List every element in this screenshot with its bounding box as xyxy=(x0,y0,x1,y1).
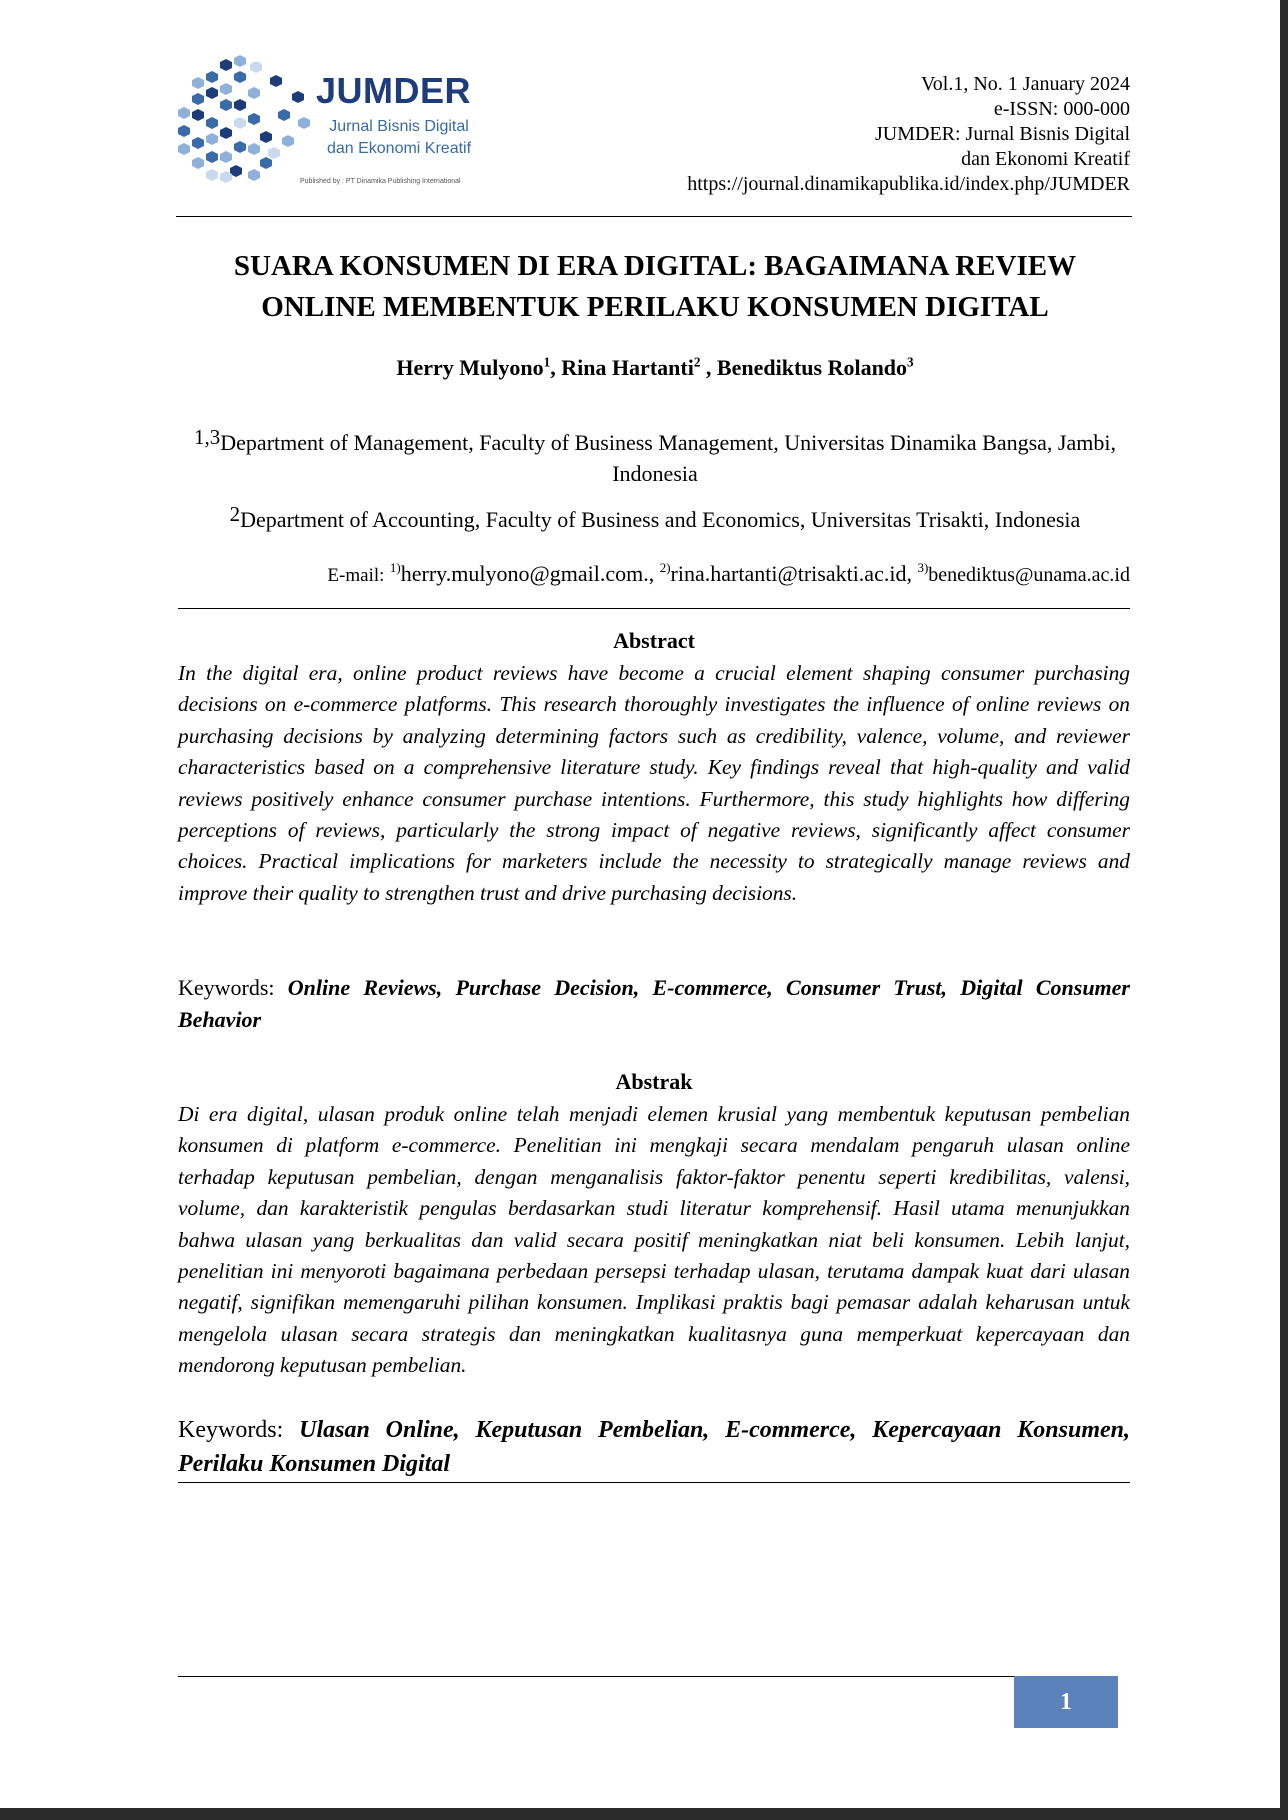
header-divider xyxy=(176,216,1132,217)
publisher-label: Published by : PT Dinamika Publishing International xyxy=(300,178,461,185)
author-separator: , xyxy=(550,355,562,380)
hexagon-globe-icon xyxy=(170,50,310,200)
keywords-list: Ulasan Online, Keputusan Pembelian, E-commerce, Kepercayaan Konsumen, Perilaku Konsumen Digital xyxy=(178,1417,1131,1477)
affiliation-text: Department of Accounting, Faculty of Business and Economics, Universitas Trisakti, Indonesia xyxy=(240,507,1081,532)
author-list xyxy=(170,355,1140,381)
keywords-id xyxy=(178,1413,1130,1481)
email-address[interactable]: benediktus@unama.ac.id xyxy=(928,564,1130,586)
volume-issue: Vol.1, No. 1 January 2024 xyxy=(920,73,1130,95)
author-sup: 1 xyxy=(543,354,551,370)
keywords-label: Keywords: xyxy=(178,1417,284,1443)
abstrak-text: Di era digital, ulasan produk online telah menjadi elemen krusial yang membentuk keputusan pembelian konsumen di platform e-commerce. Penelitian ini mengkaji secara mendalam pengaruh ulasan online terhadap keputusan pembelian, dengan menganalisis faktor-faktor penentu seperti kredibilitas, valensi, volume, dan karakteristik pengulas berdasarkan studi literatur komprehensif. Hasil utama menunjukkan bahwa ulasan yang berkualitas dan valid secara positif meningkatkan niat beli konsumen. Lebih lanjut, penelitian ini menyoroti bagaimana perbedaan persepsi terhadap ulasan, terutama dampak kuat dari ulasan negatif, signifikan memengaruhi pilihan konsumen. Implikasi praktis bagi pemasar adalah keharusan untuk mengelola ulasan secara strategis dan meningkatkan kualitasnya guna memperkuat kepercayaan dan mendorong keputusan pembelian. xyxy=(178,1102,1130,1378)
paper-title-line: SUARA KONSUMEN DI ERA DIGITAL: BAGAIMANA REVIEW xyxy=(233,250,1077,282)
keywords-list: Online Reviews, Purchase Decision, E-commerce, Consumer Trust, Digital Consumer Behavior xyxy=(178,975,1130,1032)
journal-name-line: dan Ekonomi Kreatif xyxy=(961,148,1130,170)
author-sup: 2 xyxy=(693,354,701,370)
affiliation-mark: 1,3 xyxy=(194,425,221,449)
journal-url[interactable]: https://journal.dinamikapublika.id/index.php/JUMDER xyxy=(687,173,1130,195)
email-label: E-mail: xyxy=(327,565,385,586)
issn: e-ISSN: 000-000 xyxy=(993,98,1130,120)
journal-meta xyxy=(687,72,1130,197)
journal-logo-subtitle xyxy=(314,116,484,160)
email-address[interactable]: rina.hartanti@trisakti.ac.id, xyxy=(670,561,912,586)
email-line xyxy=(170,560,1130,587)
email-mark: 3) xyxy=(917,560,929,575)
paper-title-line: ONLINE MEMBENTUK PERILAKU KONSUMEN DIGITAL xyxy=(261,291,1049,323)
abstract-heading: Abstract xyxy=(613,628,695,653)
abstract-text: In the digital era, online product reviews have become a crucial element shaping consumer purchasing decisions on e-commerce platforms. This research thoroughly investigates the influence of online reviews on purchasing decisions by analyzing determining factors such as credibility, valence, volume, and reviewer characteristics based on a comprehensive literature study. Key findings reveal that high-quality and valid reviews positively enhance consumer purchase intentions. Furthermore, this study highlights how differing perceptions of reviews, particularly the strong impact of negative reviews, significantly affect consumer choices. Practical implications for marketers include the necessity to strategically manage reviews and improve their quality to strengthen trust and drive purchasing decisions. xyxy=(178,661,1130,905)
author-separator: , xyxy=(700,355,717,380)
author-sup: 3 xyxy=(907,354,914,370)
author-name: Rina Hartanti xyxy=(561,355,694,380)
footer-divider xyxy=(178,1676,1118,1677)
keywords-label: Keywords: xyxy=(178,975,275,1000)
keywords-en xyxy=(178,972,1130,1036)
email-mark: 2) xyxy=(659,560,671,575)
logo-subtitle-line: Jurnal Bisnis Digital xyxy=(329,118,469,135)
email-mark: 1) xyxy=(389,560,401,575)
email-address[interactable]: herry.mulyono@gmail.com., xyxy=(400,561,655,586)
author-name: Benediktus Rolando xyxy=(716,355,908,380)
page-number: 1 xyxy=(1014,1676,1118,1728)
journal-logo-title: JUMDER xyxy=(316,70,472,111)
journal-logo xyxy=(170,50,490,200)
affiliation xyxy=(170,499,1140,535)
affiliation-text: Department of Management, Faculty of Business Management, Universitas Dinamika Bangsa, Jambi, Indonesia xyxy=(220,430,1116,486)
journal-name-line: JUMDER: Jurnal Bisnis Digital xyxy=(874,123,1130,145)
keywords-divider xyxy=(178,1482,1130,1483)
affiliation xyxy=(170,422,1140,489)
email-divider xyxy=(178,608,1130,609)
affiliation-mark: 2 xyxy=(229,502,241,526)
abstrak-heading: Abstrak xyxy=(615,1069,693,1094)
logo-subtitle-line: dan Ekonomi Kreatif xyxy=(326,140,472,157)
author-name: Herry Mulyono xyxy=(396,355,544,380)
paper-title xyxy=(170,246,1140,328)
